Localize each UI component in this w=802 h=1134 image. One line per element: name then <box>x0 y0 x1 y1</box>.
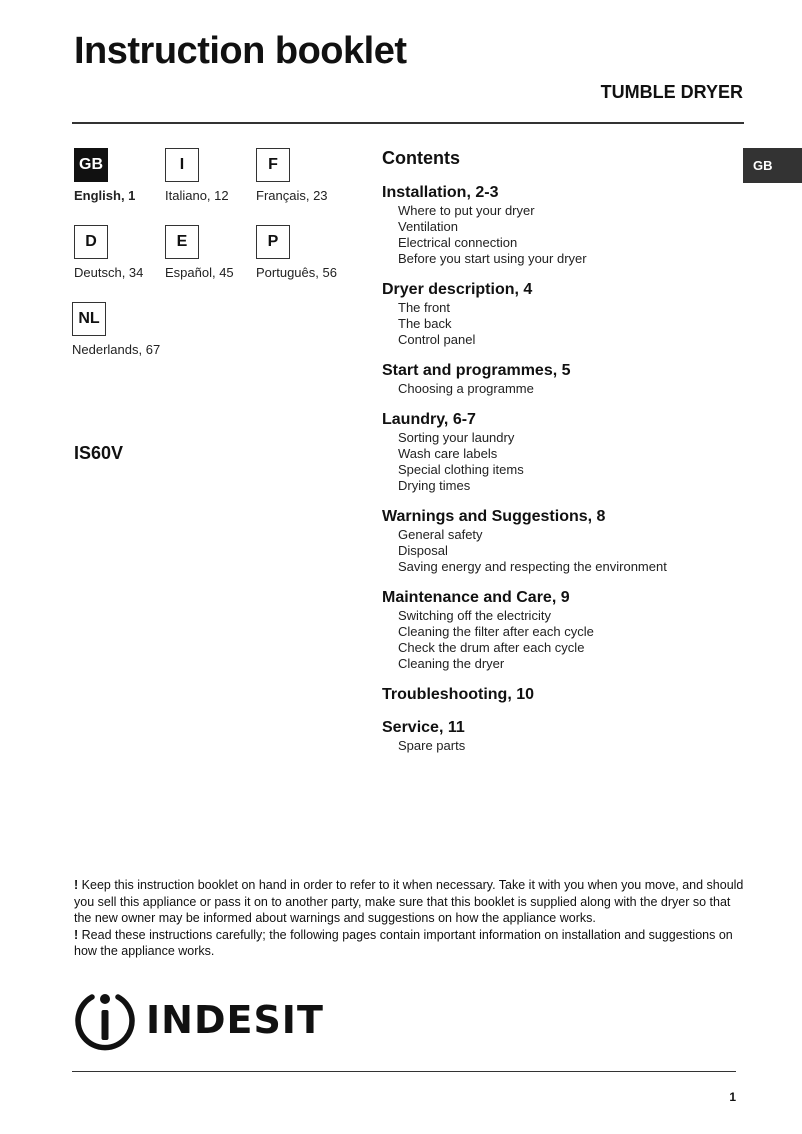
note-text: Keep this instruction booklet on hand in order to refer to it when necessary. Take it with you when you move, and should you sell this appliance or pass it on to another party, make sure that this booklet is supplied along with the dryer so that the new owner may be informed about warnings and suggestions on how the appliance works. <box>74 878 744 925</box>
language-code: D <box>74 225 108 259</box>
exclamation-icon: ! <box>74 927 79 942</box>
toc-item[interactable]: Drying times <box>398 478 471 493</box>
toc-item[interactable]: Where to put your dryer <box>398 203 535 218</box>
brand-logo <box>74 988 324 1052</box>
note-text: Read these instructions carefully; the following pages contain important information on installation and suggestions on how the appliance works. <box>74 927 733 958</box>
toc-item[interactable]: Disposal <box>398 543 448 558</box>
note-read-instructions <box>74 927 746 960</box>
toc-item[interactable]: Wash care labels <box>398 446 498 461</box>
toc-item[interactable]: Cleaning the dryer <box>398 656 505 671</box>
language-label: Deutsch, 34 <box>74 265 144 280</box>
product-type: TUMBLE DRYER <box>600 82 743 102</box>
toc-section-installation <box>382 183 742 267</box>
toc-item[interactable]: Cleaning the filter after each cycle <box>398 624 594 639</box>
note-keep-booklet <box>74 877 746 927</box>
toc-item[interactable]: Switching off the electricity <box>398 608 551 623</box>
toc-item[interactable]: Check the drum after each cycle <box>398 640 585 655</box>
toc-item[interactable]: Spare parts <box>398 738 466 753</box>
language-label: English, 1 <box>74 188 136 203</box>
toc-section-title[interactable]: Laundry, 6-7 <box>382 411 476 428</box>
toc-section-dryer-description <box>382 280 742 348</box>
toc-item[interactable]: Special clothing items <box>398 462 524 477</box>
toc-section-troubleshooting <box>382 685 742 705</box>
toc-section-title[interactable]: Start and programmes, 5 <box>382 362 571 379</box>
side-language-tab: GB <box>743 148 802 183</box>
language-label: Português, 56 <box>256 265 337 280</box>
toc-item[interactable]: Electrical connection <box>398 235 518 250</box>
model-number: IS60V <box>74 443 124 463</box>
toc-item[interactable]: Ventilation <box>398 219 458 234</box>
exclamation-icon: ! <box>74 878 79 892</box>
toc-item[interactable]: General safety <box>398 527 483 542</box>
toc-section-title[interactable]: Troubleshooting, 10 <box>382 686 535 703</box>
language-code: F <box>256 148 290 182</box>
language-i[interactable] <box>165 148 229 203</box>
toc-item[interactable]: The front <box>398 300 451 315</box>
language-p[interactable] <box>256 225 337 280</box>
language-code: P <box>256 225 290 259</box>
language-label: Français, 23 <box>256 188 328 203</box>
page-title: Instruction booklet <box>74 30 407 72</box>
toc-item[interactable]: Control panel <box>398 332 476 347</box>
language-e[interactable] <box>165 225 234 280</box>
toc-section-title[interactable]: Warnings and Suggestions, 8 <box>382 508 606 525</box>
brand-name: INDESIT <box>146 998 324 1042</box>
toc-item[interactable]: The back <box>398 316 452 331</box>
toc-item[interactable]: Before you start using your dryer <box>398 251 587 266</box>
toc-section-title[interactable]: Maintenance and Care, 9 <box>382 589 570 606</box>
language-f[interactable] <box>256 148 328 203</box>
footer-divider <box>72 1071 736 1072</box>
page-number: 1 <box>729 1090 736 1104</box>
toc-section-service <box>382 718 742 754</box>
language-label: Italiano, 12 <box>165 188 229 203</box>
language-code: NL <box>72 302 106 336</box>
language-nl[interactable] <box>72 302 160 357</box>
toc-section-title[interactable]: Service, 11 <box>382 719 465 736</box>
toc-section-warnings <box>382 507 742 575</box>
toc-section-start-programmes <box>382 361 742 397</box>
language-label: Español, 45 <box>165 265 234 280</box>
language-label: Nederlands, 67 <box>72 342 161 357</box>
language-code: GB <box>74 148 108 182</box>
warning-notes <box>74 877 746 960</box>
toc-section-title[interactable]: Dryer description, 4 <box>382 281 533 298</box>
toc-section-maintenance <box>382 588 742 672</box>
indesit-logo-icon <box>74 988 136 1052</box>
toc-item[interactable]: Sorting your laundry <box>398 430 515 445</box>
toc-item[interactable]: Choosing a programme <box>398 381 534 396</box>
toc-item[interactable]: Saving energy and respecting the environment <box>398 559 667 574</box>
language-gb[interactable] <box>74 148 135 203</box>
toc-section-laundry <box>382 410 742 494</box>
header-divider <box>72 122 744 124</box>
table-of-contents <box>382 183 742 767</box>
language-code: E <box>165 225 199 259</box>
language-code: I <box>165 148 199 182</box>
contents-heading: Contents <box>382 148 460 168</box>
language-d[interactable] <box>74 225 143 280</box>
toc-section-title[interactable]: Installation, 2-3 <box>382 184 499 201</box>
